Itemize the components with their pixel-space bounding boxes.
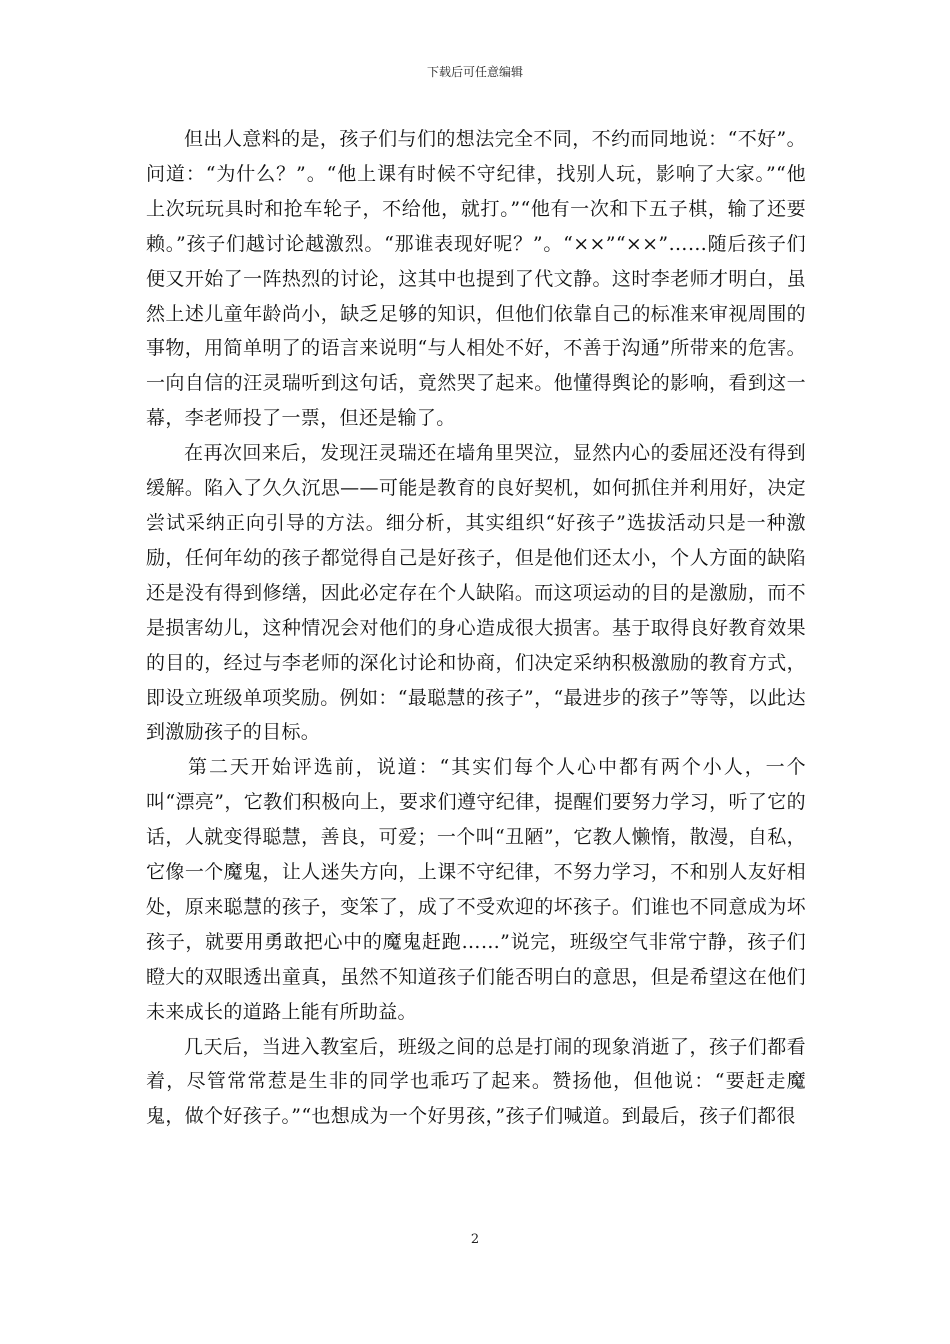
page-header: 下载后可任意编辑 [426, 65, 523, 79]
paragraph-4: 几天后，当进入教室后，班级之间的总是打闹的现象消逝了，孩子们都看着，尽管常常惹是生非的同学也乖巧了起来。赞扬他，但他说：“要赶走魔鬼，做个好孩子。”“也想成为一个好男孩，”孩子们喊道。到最后，孩子们都很 [146, 1035, 806, 1128]
paragraph-2: 在再次回来后，发现汪灵瑞还在墙角里哭泣，显然内心的委屈还没有得到缓解。陷入了久久沉思——可能是教育的良好契机，如何抓住并利用好，决定尝试采纳正向引导的方法。细分析，其实组织“好孩子”选拔活动只是一种激励，任何年幼的孩子都觉得自己是好孩子，但是他们还太小，个人方面的缺陷还是没有得到修缮，因此必定存在个人缺陷。而这项运动的目的是激励，而不是损害幼儿，这种情况会对他们的身心造成很大损害。基于取得良好教育效果的目的，经过与李老师的深化讨论和协商，们决定采纳积极激励的教育方式，即设立班级单项奖励。例如：“最聪慧的孩子”，“最进步的孩子”等等，以此达到激励孩子的目标。 [146, 442, 806, 744]
paragraph-3: 第二天开始评选前，说道：“其实们每个人心中都有两个小人，一个叫“漂亮”，它教们积极向上，要求们遵守纪律，提醒们要努力学习，听了它的话，人就变得聪慧，善良，可爱；一个叫“丑陋”，它教人懒惰，散漫，自私，它像一个魔鬼，让人迷失方向，上课不守纪律，不努力学习，不和别人友好相处，原来聪慧的孩子，变笨了，成了不受欢迎的坏孩子。们谁也不同意成为坏孩子，就要用勇敢把心中的魔鬼赶跑……”说完，班级空气非常宁静，孩子们瞪大的双眼透出童真，虽然不知道孩子们能否明白的意思，但是希望这在他们未来成长的道路上能有所助益。 [146, 756, 806, 1023]
document-body [146, 122, 806, 1134]
paragraph-1: 但出人意料的是，孩子们与们的想法完全不同，不约而同地说：“不好”。问道：“为什么？”。“他上课有时候不守纪律，找别人玩，影响了大家。”“他上次玩玩具时和抢车轮子，不给他，就打。”“他有一次和下五子棋，输了还要赖。”孩子们越讨论越激烈。“那谁表现好呢？”。“××”“××”……随后孩子们便又开始了一阵热烈的讨论，这其中也提到了代文静。这时李老师才明白，虽然上述儿童年龄尚小，缺乏足够的知识，但他们依靠自己的标准来审视周围的事物，用简单明了的语言来说明“与人相处不好，不善于沟通”所带来的危害。一向自信的汪灵瑞听到这句话，竟然哭了起来。他懂得舆论的影响，看到这一幕，李老师投了一票，但还是输了。 [146, 128, 806, 430]
page-number: 2 [470, 1232, 480, 1247]
